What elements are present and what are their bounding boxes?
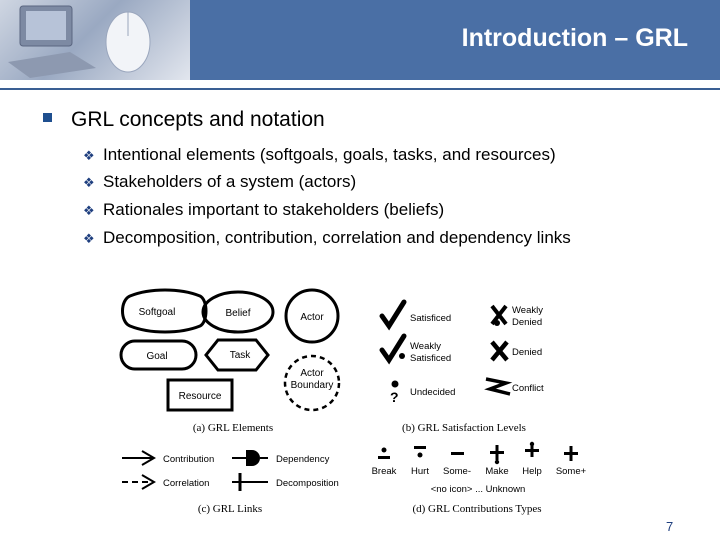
denied-icon [492,342,507,360]
bullet-icon: ❖ [83,203,95,218]
softgoal-label: Softgoal [138,307,176,318]
bullet-icon: ❖ [83,175,95,190]
page-number: 7 [666,519,674,534]
denied-label: Denied [512,347,543,358]
unknown-label: <no icon> ... Unknown [430,484,526,495]
undecided-question-icon: ? [390,389,399,405]
sub-bullet-text: Stakeholders of a system (actors) [103,172,357,191]
slide-title: Introduction – GRL [461,24,688,52]
contribution-label: Contribution [163,454,215,465]
links-caption: (c) GRL Links [197,503,263,515]
bullet-icon: ❖ [83,231,95,246]
weakly-denied-label: Weakly [512,305,543,316]
sub-bullet-text: Intentional elements (softgoals, goals, tasks, and resources) [103,145,556,164]
sub-bullet-text: Decomposition, contribution, correlation and dependency links [103,228,571,247]
weakly-satisficed-label: Satisficed [410,353,452,364]
sub-bullet-text: Rationales important to stakeholders (beliefs) [103,200,445,219]
weakly-satisficed-label: Weakly [410,341,441,352]
undecided-label: Undecided [410,387,456,398]
some-plus-icon [564,446,578,461]
task-label: Task [229,350,251,361]
belief-label: Belief [225,308,251,319]
weakly-satisficed-dot-icon [399,353,405,359]
make-label: Make [485,466,509,477]
main-bullet-text: GRL concepts and notation [71,108,325,131]
some-minus-icon [451,452,464,455]
help-label: Help [522,466,542,477]
help-icon [525,442,539,457]
hurt-icon [414,446,426,458]
weakly-denied-label: Denied [512,317,543,328]
correlation-label: Correlation [163,478,210,489]
dependency-label: Dependency [276,454,330,465]
weakly-denied-dot-icon [494,320,500,326]
actor-label: Actor [300,312,324,323]
conflict-label: Conflict [512,383,544,394]
some-minus-label: Some- [443,466,471,477]
satisficed-label: Satisficed [410,313,452,324]
break-label: Break [371,466,397,477]
satisfaction-caption: (b) GRL Satisfaction Levels [402,422,526,434]
goal-label: Goal [146,351,168,362]
dependency-d-icon [246,450,260,466]
undecided-icon [392,381,399,388]
make-icon [490,445,504,464]
break-icon [378,448,390,460]
conflict-icon [486,379,510,394]
actor-boundary-label: Boundary [290,380,334,391]
resource-label: Resource [178,391,222,402]
actor-boundary-label: Actor [300,368,324,379]
satisficed-icon [382,302,404,326]
hurt-label: Hurt [411,466,429,477]
bullet-icon: ❖ [83,148,95,163]
elements-caption: (a) GRL Elements [192,422,274,434]
contributions-caption: (d) GRL Contributions Types [412,503,542,515]
decomposition-label: Decomposition [276,478,339,489]
some-plus-label: Some+ [555,466,587,477]
